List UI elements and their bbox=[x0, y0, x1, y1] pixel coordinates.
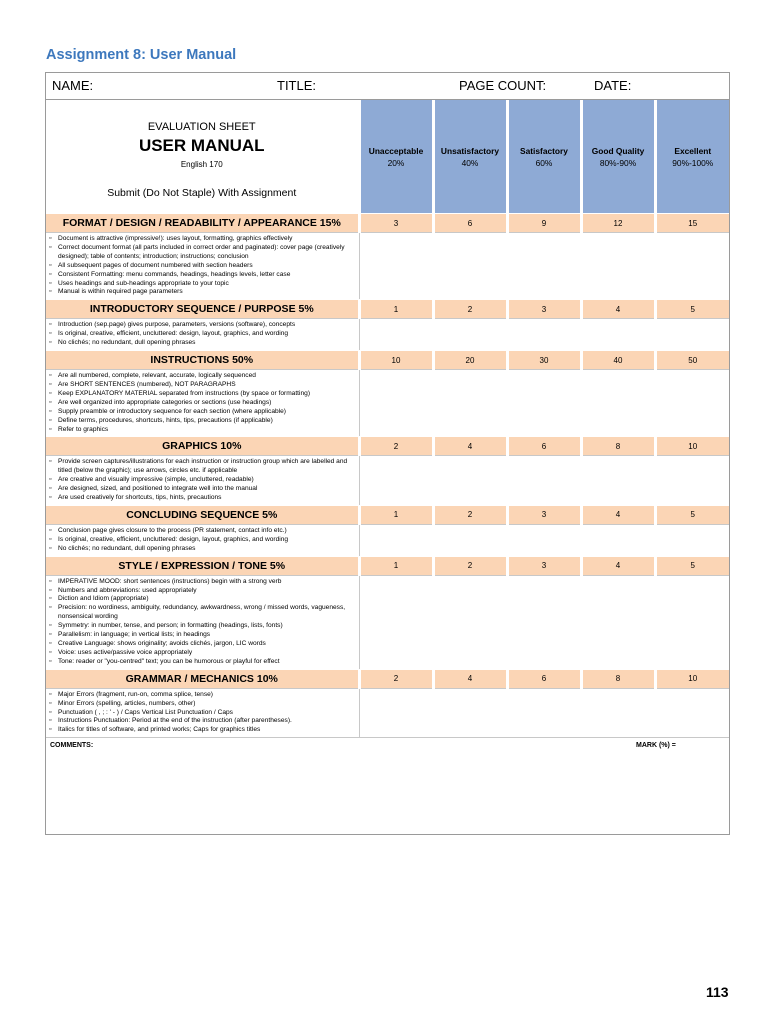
criteria-item: ▫ Are designed, sized, and positioned to integrate well into the manual bbox=[49, 485, 357, 494]
criteria-row bbox=[46, 575, 729, 669]
criteria-item: ▫ Manual is within required page parameters bbox=[49, 288, 357, 297]
criteria-item: ▫ Are well organized into appropriate categories or sections (use headings) bbox=[49, 399, 357, 408]
criteria-item: ▫ Are all numbered, complete, relevant, accurate, logically sequenced bbox=[49, 372, 357, 381]
criteria-item: ▫ Tone: reader or "you-centred" text; you can be humorous or playful for effect bbox=[49, 658, 357, 667]
section-title: INSTRUCTIONS 50% bbox=[46, 351, 359, 370]
score-entry-area[interactable] bbox=[359, 524, 729, 556]
page-number: 113 bbox=[706, 984, 729, 1000]
criteria-list bbox=[46, 233, 359, 300]
criteria-list bbox=[46, 688, 359, 737]
criteria-list bbox=[46, 319, 359, 351]
score-cell: 10 bbox=[655, 437, 729, 456]
user-manual-heading: USER MANUAL bbox=[138, 135, 265, 155]
criteria-item: ▫ No clichés; no redundant, dull opening phrases bbox=[49, 545, 357, 554]
score-entry-area[interactable] bbox=[359, 233, 729, 300]
intro-row bbox=[46, 100, 729, 214]
section-title: FORMAT / DESIGN / READABILITY / APPEARANCE 15% bbox=[46, 214, 359, 233]
criteria-item: ▫ Voice: uses active/passive voice appropriately bbox=[49, 649, 357, 658]
score-cell: 50 bbox=[655, 351, 729, 370]
score-cell: 30 bbox=[507, 351, 581, 370]
criteria-item: ▫ All subsequent pages of document numbered with section headers bbox=[49, 262, 357, 271]
rating-head-unacceptable: Unacceptable 20% bbox=[359, 100, 433, 214]
criteria-item: ▫ IMPERATIVE MOOD: short sentences (instructions) begin with a strong verb bbox=[49, 578, 357, 587]
section-header-row bbox=[46, 556, 729, 575]
score-cell: 4 bbox=[581, 556, 655, 575]
rating-head-unsatisfactory: Unsatisfactory 40% bbox=[433, 100, 507, 214]
criteria-item: ▫ Are creative and visually impressive (simple, uncluttered, readable) bbox=[49, 476, 357, 485]
criteria-item: ▫ Italics for titles of software, and printed works; Caps for graphics titles bbox=[49, 726, 357, 735]
criteria-list bbox=[46, 456, 359, 506]
score-cell: 2 bbox=[359, 437, 433, 456]
rating-head-excellent: Excellent 90%-100% bbox=[655, 100, 729, 214]
score-cell: 15 bbox=[655, 214, 729, 233]
score-cell: 2 bbox=[433, 505, 507, 524]
criteria-row bbox=[46, 233, 729, 300]
comments-box[interactable] bbox=[46, 737, 729, 834]
criteria-item: ▫ Correct document format (all parts included in correct order and paginated): cover page (creatively designed); table of contents; introduction; instructions; conclusion bbox=[49, 244, 357, 262]
score-cell: 2 bbox=[433, 556, 507, 575]
criteria-item: ▫ Define terms, procedures, shortcuts, hints, tips, precautions (if applicable) bbox=[49, 417, 357, 426]
section-header-row bbox=[46, 437, 729, 456]
criteria-row bbox=[46, 688, 729, 737]
section-title: INTRODUCTORY SEQUENCE / PURPOSE 5% bbox=[46, 300, 359, 319]
score-cell: 1 bbox=[359, 505, 433, 524]
score-cell: 5 bbox=[655, 505, 729, 524]
score-cell: 2 bbox=[433, 300, 507, 319]
score-cell: 8 bbox=[581, 437, 655, 456]
criteria-item: ▫ Are used creatively for shortcuts, tips, hints, precautions bbox=[49, 494, 357, 503]
score-entry-area[interactable] bbox=[359, 456, 729, 506]
criteria-item: ▫ Refer to graphics bbox=[49, 426, 357, 435]
score-cell: 5 bbox=[655, 300, 729, 319]
page-count-label: PAGE COUNT: bbox=[459, 78, 547, 93]
section-header-row bbox=[46, 351, 729, 370]
section-title: GRAPHICS 10% bbox=[46, 437, 359, 456]
criteria-item: ▫ Is original, creative, efficient, uncluttered: design, layout, graphics, and wording bbox=[49, 330, 357, 339]
intro-cell bbox=[46, 100, 359, 214]
score-cell: 12 bbox=[581, 214, 655, 233]
criteria-item: ▫ Uses headings and sub-headings appropriate to your topic bbox=[49, 280, 357, 289]
criteria-item: ▫ Instructions Punctuation: Period at the end of the instruction (after parentheses). bbox=[49, 717, 357, 726]
score-cell: 6 bbox=[507, 437, 581, 456]
criteria-list bbox=[46, 370, 359, 437]
section-title: GRAMMAR / MECHANICS 10% bbox=[46, 669, 359, 688]
criteria-row bbox=[46, 319, 729, 351]
course-label: English 170 bbox=[180, 159, 223, 169]
evaluation-sheet bbox=[45, 72, 730, 835]
evaluation-sheet-label: EVALUATION SHEET bbox=[147, 120, 256, 133]
score-cell: 8 bbox=[581, 669, 655, 688]
criteria-item: ▫ Numbers and abbreviations: used appropriately bbox=[49, 587, 357, 596]
criteria-item: ▫ Major Errors (fragment, run-on, comma splice, tense) bbox=[49, 691, 357, 700]
criteria-row bbox=[46, 456, 729, 506]
criteria-item: ▫ Document is attractive (impressive!): uses layout, formatting, graphics effectively bbox=[49, 235, 357, 244]
score-cell: 3 bbox=[507, 556, 581, 575]
score-cell: 40 bbox=[581, 351, 655, 370]
criteria-item: ▫ Minor Errors (spelling, articles, numbers, other) bbox=[49, 700, 357, 709]
criteria-item: ▫ Precision: no wordiness, ambiguity, redundancy, awkwardness, wrong / missed words, vagueness, nonsensical wording bbox=[49, 604, 357, 622]
criteria-item: ▫ Symmetry: in number, tense, and person; in formatting (headings, lists, fonts) bbox=[49, 622, 357, 631]
section-header-row bbox=[46, 214, 729, 233]
section-header-row bbox=[46, 669, 729, 688]
score-cell: 6 bbox=[507, 669, 581, 688]
score-cell: 4 bbox=[581, 300, 655, 319]
criteria-item: ▫ Keep EXPLANATORY MATERIAL separated from instructions (by space or formatting) bbox=[49, 390, 357, 399]
section-header-row bbox=[46, 505, 729, 524]
score-cell: 1 bbox=[359, 556, 433, 575]
score-entry-area[interactable] bbox=[359, 688, 729, 737]
section-header-row bbox=[46, 300, 729, 319]
score-cell: 5 bbox=[655, 556, 729, 575]
section-title: STYLE / EXPRESSION / TONE 5% bbox=[46, 556, 359, 575]
score-cell: 3 bbox=[507, 300, 581, 319]
score-entry-area[interactable] bbox=[359, 319, 729, 351]
criteria-item: ▫ Punctuation ( , ; : ' - ) / Caps Vertical List Punctuation / Caps bbox=[49, 709, 357, 718]
score-cell: 6 bbox=[433, 214, 507, 233]
score-cell: 4 bbox=[433, 669, 507, 688]
criteria-item: ▫ Is original, creative, efficient, uncluttered: design, layout, graphics, and wording bbox=[49, 536, 357, 545]
date-label: DATE: bbox=[594, 78, 632, 93]
name-label: NAME: bbox=[52, 78, 94, 93]
score-cell: 3 bbox=[359, 214, 433, 233]
header-row bbox=[46, 73, 729, 100]
criteria-item: ▫ Are SHORT SENTENCES (numbered), NOT PARAGRAPHS bbox=[49, 381, 357, 390]
title-label: TITLE: bbox=[277, 78, 317, 93]
rating-head-good-quality: Good Quality 80%-90% bbox=[581, 100, 655, 214]
score-cell: 10 bbox=[655, 669, 729, 688]
criteria-item: ▫ Supply preamble or introductory sequence for each section (where applicable) bbox=[49, 408, 357, 417]
criteria-row bbox=[46, 370, 729, 437]
rating-head-satisfactory: Satisfactory 60% bbox=[507, 100, 581, 214]
criteria-list bbox=[46, 575, 359, 669]
score-cell: 3 bbox=[507, 505, 581, 524]
score-cell: 4 bbox=[581, 505, 655, 524]
criteria-item: ▫ Parallelism: in language; in vertical lists; in headings bbox=[49, 631, 357, 640]
score-cell: 2 bbox=[359, 669, 433, 688]
score-cell: 9 bbox=[507, 214, 581, 233]
criteria-row bbox=[46, 524, 729, 556]
mark-label: MARK (%) = bbox=[636, 742, 676, 750]
score-cell: 20 bbox=[433, 351, 507, 370]
rubric-table bbox=[46, 100, 729, 737]
score-cell: 10 bbox=[359, 351, 433, 370]
score-cell: 1 bbox=[359, 300, 433, 319]
criteria-item: ▫ Diction and Idiom (appropriate) bbox=[49, 595, 357, 604]
criteria-item: ▫ Introduction (sep.page) gives purpose, parameters, versions (software), concepts bbox=[49, 321, 357, 330]
score-entry-area[interactable] bbox=[359, 575, 729, 669]
comments-label: COMMENTS: bbox=[50, 742, 94, 750]
page-title: Assignment 8: User Manual bbox=[46, 47, 237, 63]
submit-note: Submit (Do Not Staple) With Assignment bbox=[107, 186, 297, 199]
criteria-item: ▫ Conclusion page gives closure to the process (PR statement, contact info etc.) bbox=[49, 527, 357, 536]
section-title: CONCLUDING SEQUENCE 5% bbox=[46, 505, 359, 524]
criteria-list bbox=[46, 524, 359, 556]
criteria-item: ▫ Creative Language: shows originality; avoids clichés, jargon, LIC words bbox=[49, 640, 357, 649]
score-cell: 4 bbox=[433, 437, 507, 456]
criteria-item: ▫ No clichés; no redundant, dull opening phrases bbox=[49, 339, 357, 348]
score-entry-area[interactable] bbox=[359, 370, 729, 437]
criteria-item: ▫ Consistent Formatting: menu commands, headings, headings levels, letter case bbox=[49, 271, 357, 280]
criteria-item: ▫ Provide screen captures/illustrations for each instruction or instruction group which are labelled and titled (below the graphic); use arrows, circles etc. if applicable bbox=[49, 458, 357, 476]
